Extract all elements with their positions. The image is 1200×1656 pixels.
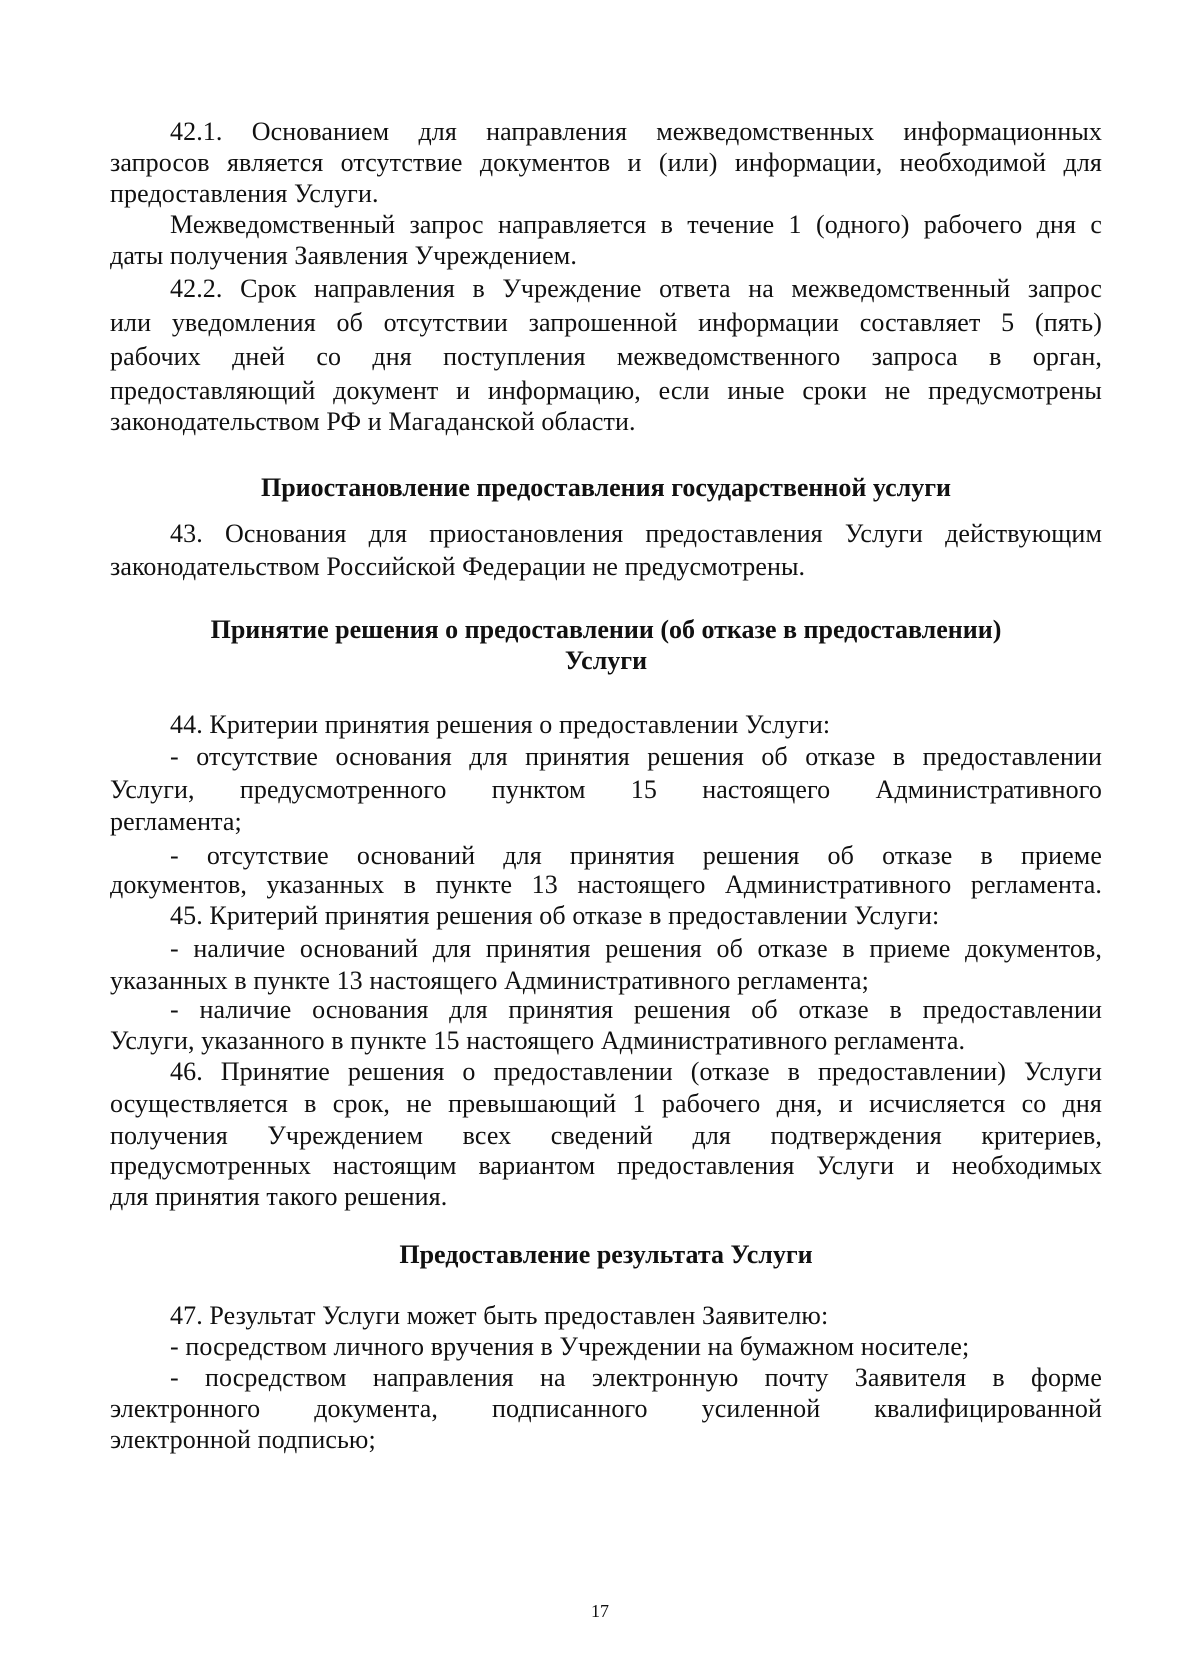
paragraph-43-line-1: 43. Основания для приостановления предоставления Услуги действующим	[170, 519, 1102, 548]
section-heading-suspension: Приостановление предоставления государственной услуги	[260, 473, 951, 502]
paragraph-44-item-1-line-2: Услуги, предусмотренного пунктом 15 настоящего Административного	[110, 775, 1102, 804]
paragraph-44-item-1-line-1: - отсутствие основания для принятия решения об отказе в предоставлении	[170, 742, 1102, 771]
paragraph-42-2-line-3: рабочих дней со дня поступления межведомственного запроса в орган,	[110, 342, 1102, 371]
paragraph-44-item-1-line-3: регламента;	[110, 807, 242, 836]
section-heading-decision-line-1: Принятие решения о предоставлении (об отказе в предоставлении)	[210, 615, 1002, 644]
paragraph-47-line-1: 47. Результат Услуги может быть предоставлен Заявителю:	[170, 1301, 829, 1330]
paragraph-44-line-1: 44. Критерии принятия решения о предоставлении Услуги:	[170, 710, 831, 739]
paragraph-46-line-2: осуществляется в срок, не превышающий 1 рабочего дня, и исчисляется со дня	[110, 1089, 1102, 1118]
section-heading-result: Предоставление результата Услуги	[399, 1240, 813, 1269]
paragraph-46-line-5: для принятия такого решения.	[110, 1182, 448, 1211]
paragraph-44-item-2-line-2: документов, указанных в пункте 13 настоящего Административного регламента.	[110, 870, 1102, 899]
paragraph-44-item-2-line-1: - отсутствие оснований для принятия решения об отказе в приеме	[170, 841, 1102, 870]
paragraph-43-line-2: законодательством Российской Федерации не предусмотрены.	[110, 552, 806, 581]
paragraph-46-line-1: 46. Принятие решения о предоставлении (отказе в предоставлении) Услуги	[170, 1057, 1102, 1086]
section-heading-decision-line-2: Услуги	[564, 646, 648, 675]
paragraph-47-item-2-line-3: электронной подписью;	[110, 1425, 376, 1454]
paragraph-45-item-1-line-2: указанных в пункте 13 настоящего Административного регламента;	[110, 966, 869, 995]
paragraph-45-line-1: 45. Критерий принятия решения об отказе в предоставлении Услуги:	[170, 901, 940, 930]
paragraph-45-item-1-line-1: - наличие оснований для принятия решения об отказе в приеме документов,	[170, 934, 1102, 963]
paragraph-47-item-2-line-1: - посредством направления на электронную почту Заявителя в форме	[170, 1363, 1102, 1392]
paragraph-46-line-4: предусмотренных настоящим вариантом предоставления Услуги и необходимых	[110, 1151, 1102, 1180]
paragraph-42-1-line-1: 42.1. Основанием для направления межведомственных информационных	[170, 117, 1102, 146]
paragraph-42-2-line-5: законодательством РФ и Магаданской области.	[110, 407, 636, 436]
paragraph-42-2-line-2: или уведомления об отсутствии запрошенной информации составляет 5 (пять)	[110, 308, 1102, 337]
paragraph-42-1-line-2: запросов является отсутствие документов и (или) информации, необходимой для	[110, 148, 1102, 177]
page-number: 17	[591, 1601, 609, 1621]
paragraph-42-2-line-4: предоставляющий документ и информацию, если иные сроки не предусмотрены	[110, 376, 1102, 405]
paragraph-interagency-request-line-2: даты получения Заявления Учреждением.	[110, 241, 577, 270]
paragraph-42-2-line-1: 42.2. Срок направления в Учреждение ответа на межведомственный запрос	[170, 274, 1102, 303]
paragraph-46-line-3: получения Учреждением всех сведений для подтверждения критериев,	[110, 1121, 1102, 1150]
paragraph-47-item-2-line-2: электронного документа, подписанного усиленной квалифицированной	[110, 1394, 1102, 1423]
paragraph-interagency-request-line-1: Межведомственный запрос направляется в течение 1 (одного) рабочего дня с	[170, 210, 1102, 239]
paragraph-45-item-2-line-2: Услуги, указанного в пункте 15 настоящего Административного регламента.	[110, 1026, 966, 1055]
paragraph-45-item-2-line-1: - наличие основания для принятия решения об отказе в предоставлении	[170, 995, 1102, 1024]
paragraph-42-1-line-3: предоставления Услуги.	[110, 179, 379, 208]
paragraph-47-item-1: - посредством личного вручения в Учреждении на бумажном носителе;	[170, 1332, 970, 1361]
